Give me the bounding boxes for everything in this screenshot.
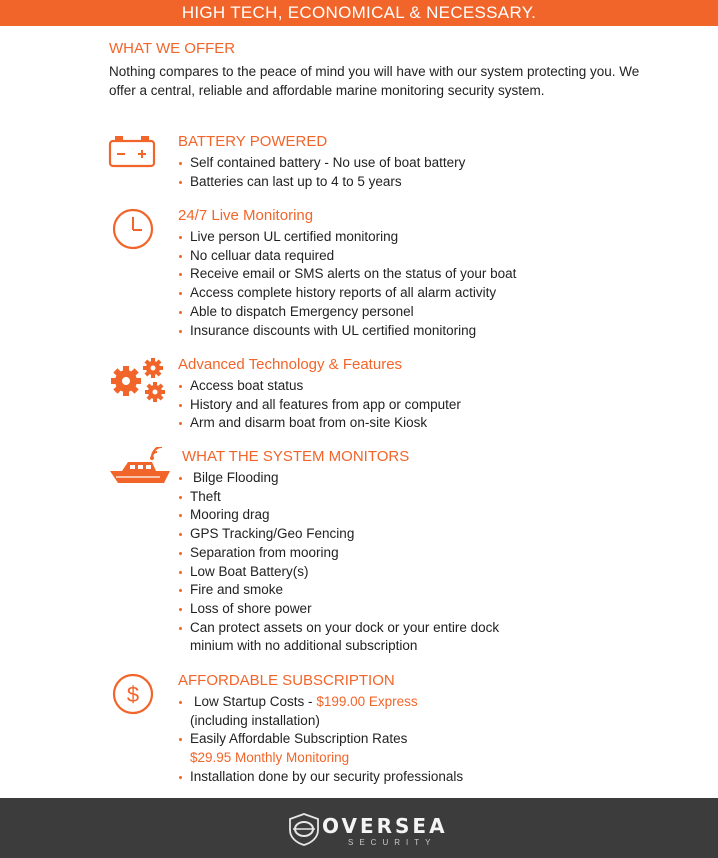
intro-heading: WHAT WE OFFER (109, 40, 236, 57)
list-item: Theft (178, 488, 499, 507)
monitoring-title: 24/7 Live Monitoring (178, 207, 314, 224)
list-item-text: Bilge Flooding (193, 470, 279, 485)
battery-icon (108, 134, 156, 173)
brand-name: OVERSEA (322, 814, 448, 838)
price-text: $29.95 Monthly Monitoring (190, 750, 350, 766)
list-item: Access complete history reports of all alarm activity (178, 284, 516, 303)
list-item: Arm and disarm boat from on-site Kiosk (178, 414, 461, 433)
list-item: Receive email or SMS alerts on the status of your boat (178, 265, 516, 284)
svg-text:$: $ (126, 682, 140, 707)
list-item: No celluar data required (178, 247, 516, 266)
list-item-continuation: minium with no additional subscription (190, 638, 418, 654)
list-item (178, 693, 463, 730)
list-item-text: Easily Affordable Subscription Rates (190, 731, 408, 747)
price-text: $199.00 Express (316, 694, 418, 709)
list-item: Low Boat Battery(s) (178, 563, 499, 582)
system-title: WHAT THE SYSTEM MONITORS (182, 448, 410, 465)
technology-list (178, 377, 461, 433)
battery-list (178, 154, 465, 191)
list-item: Insurance discounts with UL certified monitoring (178, 322, 516, 341)
intro-text: Nothing compares to the peace of mind you will have with our system protecting you. We offer a central, reliable and affordable marine monitoring security system. (109, 64, 640, 98)
subscription-title: AFFORDABLE SUBSCRIPTION (178, 672, 395, 689)
clock-icon (109, 208, 157, 255)
list-item (178, 469, 499, 488)
list-item: Able to dispatch Emergency personel (178, 303, 516, 322)
banner-title: HIGH TECH, ECONOMICAL & NECESSARY. (181, 3, 537, 22)
list-item-text: Low Startup Costs - (194, 694, 317, 709)
boat-signal-icon (108, 447, 172, 492)
subscription-list (178, 693, 463, 787)
list-item-text: Can protect assets on your dock or your entire dock (190, 619, 500, 635)
shield-logo-icon (287, 812, 321, 851)
monitoring-list (178, 228, 516, 340)
list-item: Separation from mooring (178, 544, 499, 563)
dollar-icon (109, 673, 157, 720)
list-item: Live person UL certified monitoring (178, 228, 516, 247)
list-item: Batteries can last up to 4 to 5 years (178, 173, 465, 192)
list-item: Mooring drag (178, 506, 499, 525)
system-list (178, 469, 499, 656)
top-banner (0, 0, 718, 26)
technology-title: Advanced Technology & Features (178, 356, 403, 373)
gears-icon (108, 355, 168, 408)
list-item: GPS Tracking/Geo Fencing (178, 525, 499, 544)
footer (0, 798, 718, 858)
list-item (178, 619, 499, 656)
list-item: Access boat status (178, 377, 461, 396)
list-item: Self contained battery - No use of boat battery (178, 154, 465, 173)
list-item (178, 730, 463, 767)
intro-section (109, 40, 669, 100)
list-item: Fire and smoke (178, 581, 499, 600)
list-item: Installation done by our security professionals (178, 768, 463, 787)
list-item: History and all features from app or computer (178, 396, 461, 415)
brand-subtitle: SECURITY (348, 838, 437, 847)
battery-title: BATTERY POWERED (178, 133, 328, 150)
list-item-continuation: (including installation) (190, 712, 320, 728)
list-item: Loss of shore power (178, 600, 499, 619)
